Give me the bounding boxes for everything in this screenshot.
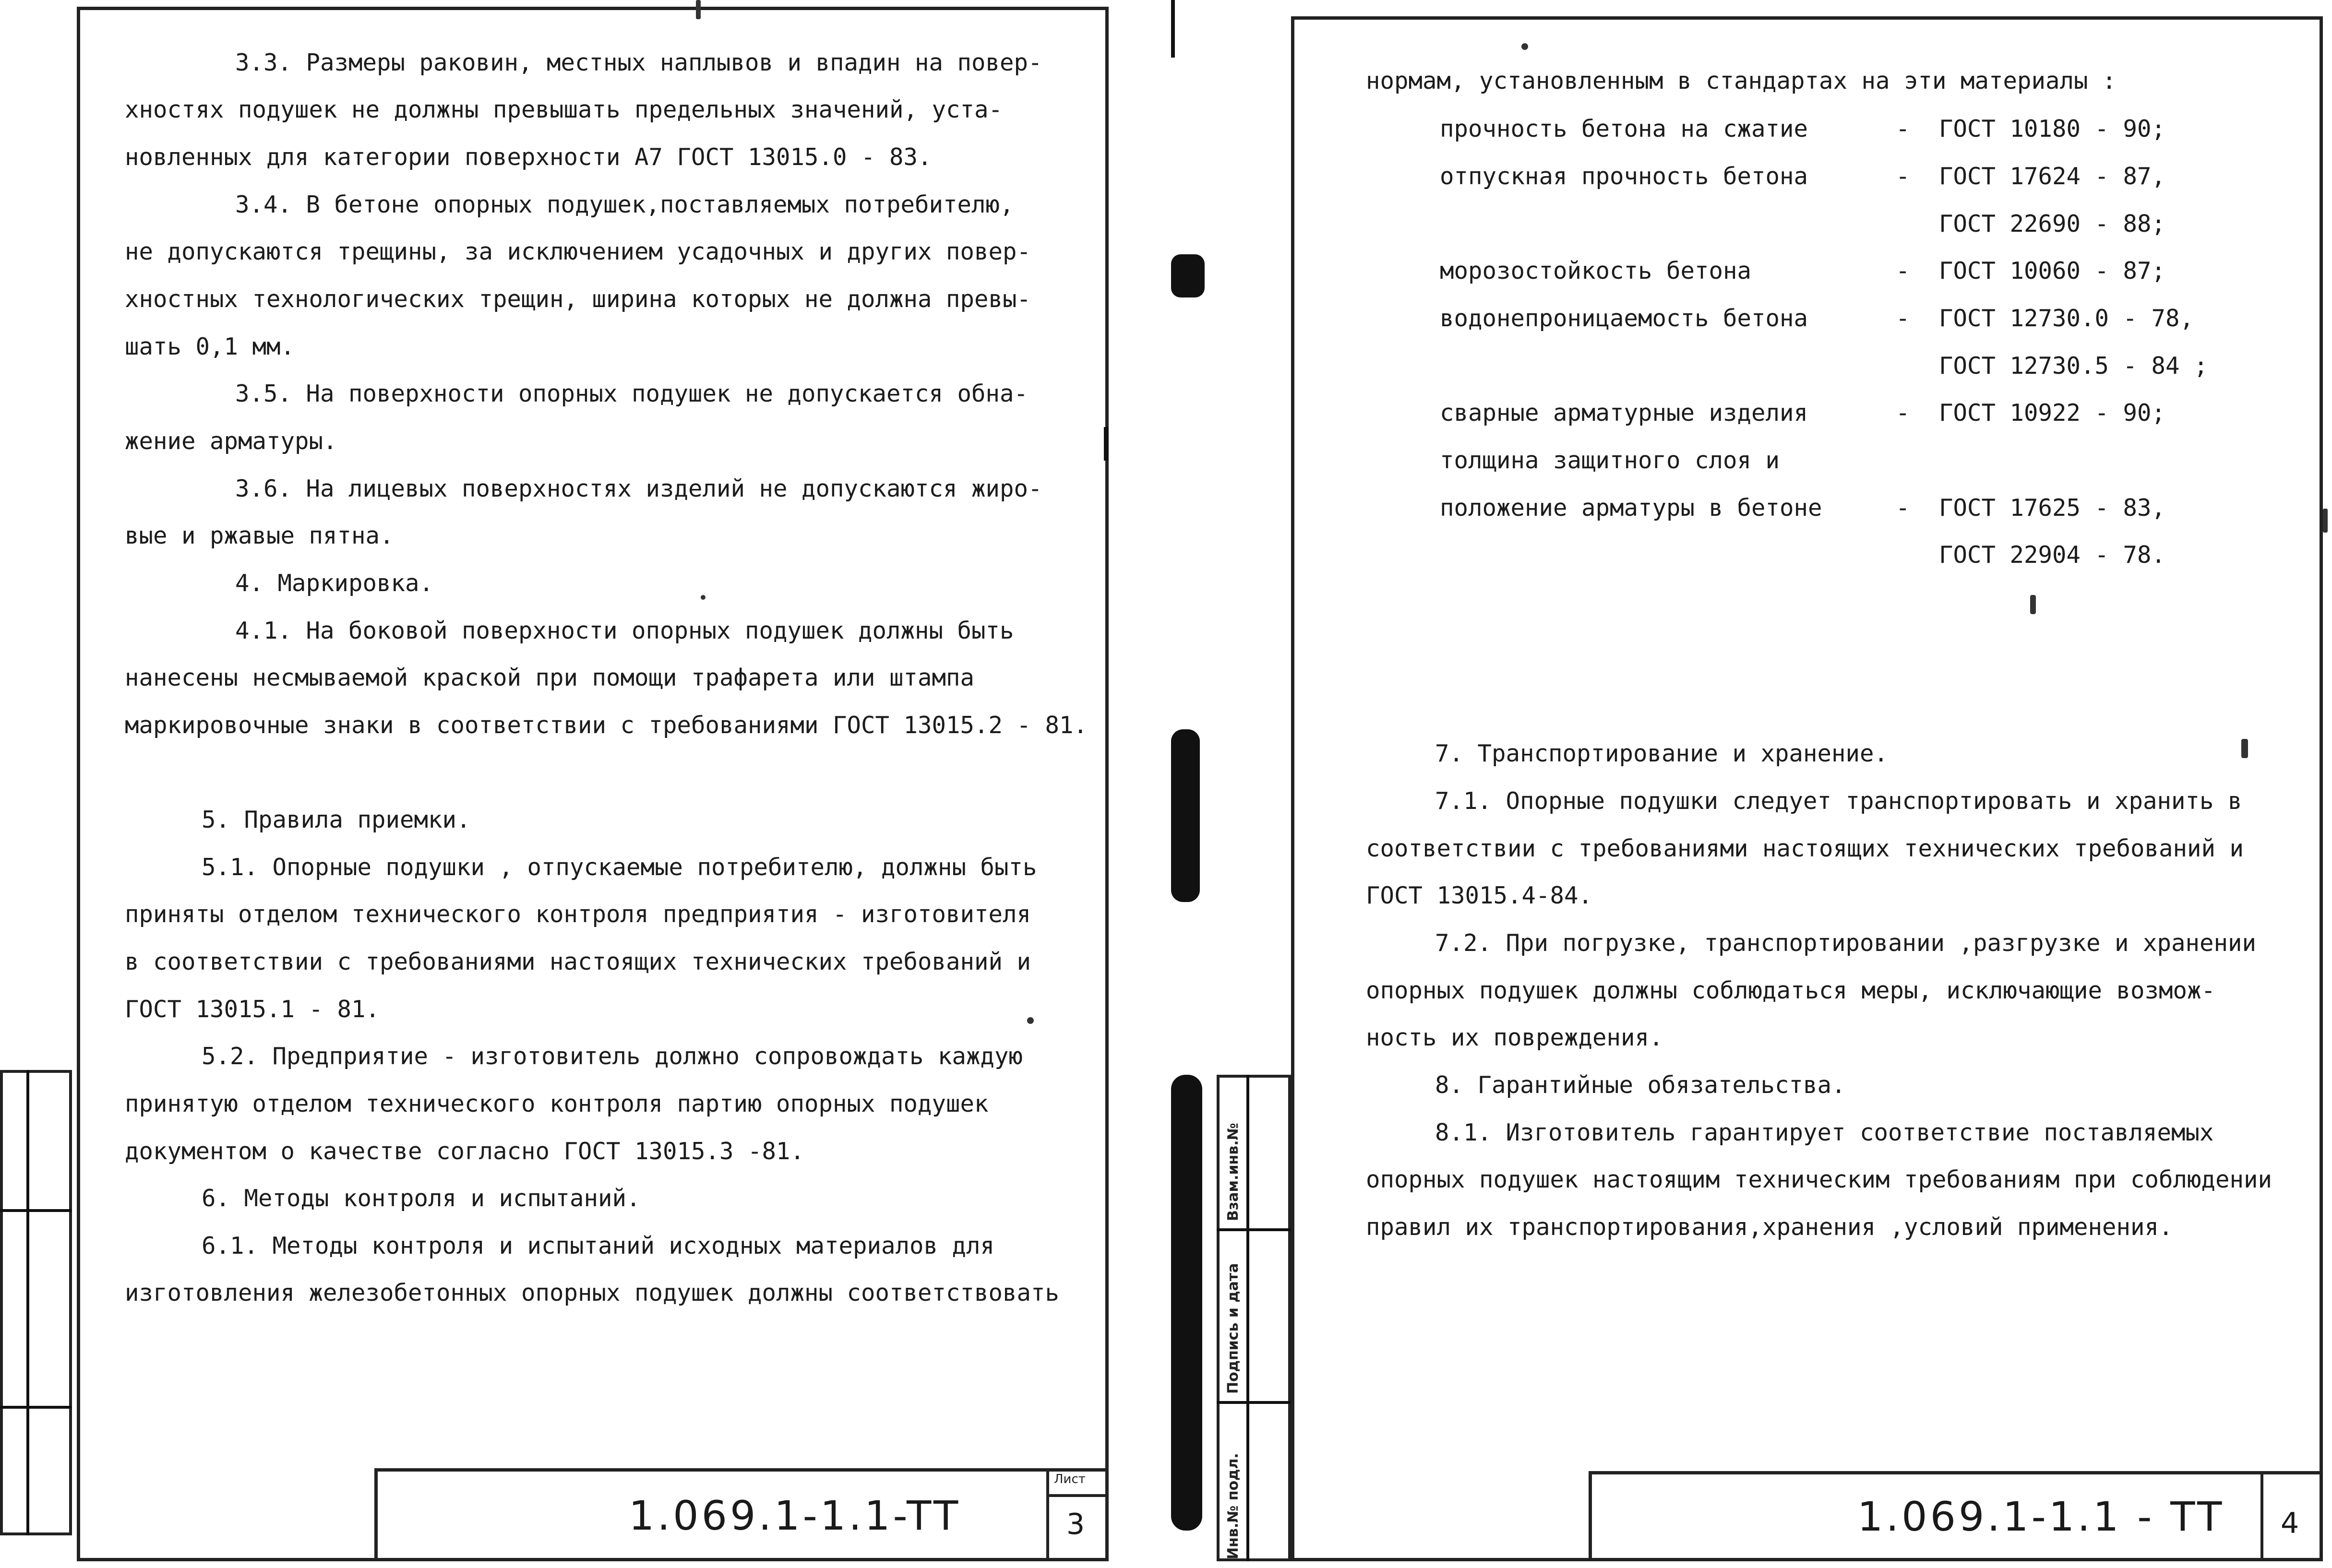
right-binding-rule-1 bbox=[1217, 1228, 1291, 1231]
left-sheet-label: Лист bbox=[1054, 1472, 1086, 1486]
left-text-line: маркировочные знаки в соответствии с требованиями ГОСТ 13015.2 - 81. bbox=[125, 712, 1088, 739]
right-intro-line: нормам, установленным в стандартах на эти материалы : bbox=[1366, 67, 2117, 95]
left-text-line: 6.1. Методы контроля и испытаний исходных материалов для bbox=[202, 1232, 995, 1259]
scan-smudge-3 bbox=[1171, 1075, 1202, 1531]
gost-standard: ГОСТ 22690 - 88; bbox=[1939, 210, 2166, 238]
left-text-line: изготовления железобетонных опорных подушек должны соответствовать bbox=[125, 1279, 1060, 1307]
gost-material-name: прочность бетона на сжатие bbox=[1440, 115, 1808, 143]
left-document-code: 1.069.1-1.1-TT bbox=[629, 1492, 961, 1539]
scan-speck-7 bbox=[1027, 1017, 1034, 1024]
scan-smudge-4 bbox=[1171, 0, 1175, 58]
left-text-line: 5. Правила приемки. bbox=[202, 806, 471, 833]
gost-material-name: морозостойкость бетона bbox=[1440, 257, 1752, 285]
scan-smudge-1 bbox=[1171, 254, 1205, 297]
gost-dash: - bbox=[1896, 399, 1910, 427]
scan-speck-2 bbox=[1521, 43, 1528, 50]
gost-dash: - bbox=[1896, 494, 1910, 522]
left-text-line: в соответствии с требованиями настоящих технических требований и bbox=[125, 948, 1031, 975]
left-text-line: 5.1. Опорные подушки , отпускаемые потребителю, должны быть bbox=[202, 854, 1037, 881]
gost-dash: - bbox=[1896, 115, 1910, 143]
gost-dash: - bbox=[1896, 305, 1910, 332]
right-side-label-replaced: Взам.инв.№ bbox=[1225, 1123, 1242, 1221]
right-text-line: ность их повреждения. bbox=[1366, 1024, 1663, 1051]
right-text-line: 7.2. При погрузке, транспортировании ,разгрузке и хранении bbox=[1435, 929, 2257, 957]
left-text-line: 4.1. На боковой поверхности опорных подушек должны быть bbox=[235, 617, 1014, 644]
right-side-label-inventory: Инв.№ подл. bbox=[1225, 1453, 1242, 1559]
left-sheet-number: 3 bbox=[1066, 1508, 1085, 1541]
gost-standard: ГОСТ 10060 - 87; bbox=[1939, 257, 2166, 285]
left-text-line: 4. Маркировка. bbox=[235, 570, 434, 597]
left-text-line: жение арматуры. bbox=[125, 428, 337, 455]
left-text-line: 5.2. Предприятие - изготовитель должно сопровождать каждую bbox=[202, 1043, 1023, 1070]
gost-material-name: положение арматуры в бетоне bbox=[1440, 494, 1822, 522]
right-text-line: правил их транспортирования,хранения ,условий применения. bbox=[1366, 1213, 2173, 1241]
left-text-line: ГОСТ 13015.1 - 81. bbox=[125, 996, 380, 1023]
right-text-line: соответствии с требованиями настоящих технических требований и bbox=[1366, 835, 2244, 862]
gost-material-name: толщина защитного слоя и bbox=[1440, 447, 1780, 474]
left-text-line: нанесены несмываемой краской при помощи трафарета или штампа bbox=[125, 664, 975, 691]
left-text-line: 3.6. На лицевых поверхностях изделий не допускаются жиро- bbox=[235, 475, 1042, 502]
scan-speck-5 bbox=[2323, 509, 2328, 533]
gost-standard: ГОСТ 17625 - 83, bbox=[1939, 494, 2166, 522]
scan-speck-6 bbox=[701, 595, 706, 600]
right-text-line: опорных подушек должны соблюдаться меры, исключающие возмож- bbox=[1366, 977, 2216, 1004]
right-text-line: 8.1. Изготовитель гарантирует соответствие поставляемых bbox=[1435, 1119, 2214, 1146]
scan-speck-4 bbox=[2241, 739, 2248, 758]
right-text-line: ГОСТ 13015.4-84. bbox=[1366, 882, 1593, 909]
gost-dash: - bbox=[1896, 257, 1910, 285]
gost-dash: - bbox=[1896, 163, 1910, 190]
left-text-line: хностных технологических трещин, ширина которых не должна превы- bbox=[125, 285, 1031, 313]
right-text-line: 7. Транспортирование и хранение. bbox=[1435, 740, 1889, 767]
scan-smudge-5 bbox=[1104, 427, 1109, 461]
left-text-line: документом о качестве согласно ГОСТ 13015.3 -81. bbox=[125, 1138, 805, 1165]
gost-standard: ГОСТ 17624 - 87, bbox=[1939, 163, 2166, 190]
right-binding-divider bbox=[1246, 1075, 1249, 1561]
left-text-line: 3.5. На поверхности опорных подушек не допускается обна- bbox=[235, 380, 1028, 407]
left-text-line: хностях подушек не должны превышать предельных значений, уста- bbox=[125, 96, 1003, 123]
left-text-line: принятую отделом технического контроля партию опорных подушек bbox=[125, 1090, 989, 1117]
gost-material-name: водонепроницаемость бетона bbox=[1440, 305, 1808, 332]
gost-standard: ГОСТ 10180 - 90; bbox=[1939, 115, 2166, 143]
left-text-line: 3.4. В бетоне опорных подушек,поставляемых потребителю, bbox=[235, 191, 1014, 218]
left-text-line: новленных для категории поверхности А7 ГОСТ 13015.0 - 83. bbox=[125, 143, 932, 171]
scan-smudge-2 bbox=[1171, 729, 1200, 902]
right-binding-rule-2 bbox=[1217, 1401, 1291, 1404]
left-binding-rule-2 bbox=[0, 1406, 72, 1409]
left-text-line: вые и ржавые пятна. bbox=[125, 522, 394, 549]
gost-material-name: сварные арматурные изделия bbox=[1440, 399, 1808, 427]
right-text-line: 7.1. Опорные подушки следует транспортировать и хранить в bbox=[1435, 787, 2242, 815]
right-document-code: 1.069.1-1.1 - TT bbox=[1857, 1493, 2225, 1540]
right-text-line: 8. Гарантийные обязательства. bbox=[1435, 1071, 1846, 1099]
left-text-line: приняты отделом технического контроля предприятия - изготовителя bbox=[125, 901, 1031, 928]
left-binding-rule-1 bbox=[0, 1209, 72, 1212]
left-binding-divider bbox=[26, 1070, 29, 1535]
left-text-line: не допускаются трещины, за исключением усадочных и других повер- bbox=[125, 238, 1031, 265]
scan-speck-3 bbox=[2030, 595, 2036, 614]
gost-standard: ГОСТ 10922 - 90; bbox=[1939, 399, 2166, 427]
right-text-line: опорных подушек настоящим техническим требованиям при соблюдении bbox=[1366, 1166, 2272, 1193]
left-text-line: 6. Методы контроля и испытаний. bbox=[202, 1185, 641, 1212]
scan-speck-1 bbox=[696, 0, 701, 19]
right-side-label-signature: Подпись и дата bbox=[1225, 1263, 1242, 1394]
gost-material-name: отпускная прочность бетона bbox=[1440, 163, 1808, 190]
gost-standard: ГОСТ 12730.5 - 84 ; bbox=[1939, 352, 2208, 380]
right-sheet-number: 4 bbox=[2281, 1507, 2299, 1540]
left-text-line: 3.3. Размеры раковин, местных наплывов и впадин на повер- bbox=[235, 49, 1042, 76]
gost-standard: ГОСТ 12730.0 - 78, bbox=[1939, 305, 2194, 332]
gost-standard: ГОСТ 22904 - 78. bbox=[1939, 541, 2166, 569]
left-text-line: шать 0,1 мм. bbox=[125, 333, 295, 360]
left-binding-strip bbox=[0, 1070, 72, 1535]
